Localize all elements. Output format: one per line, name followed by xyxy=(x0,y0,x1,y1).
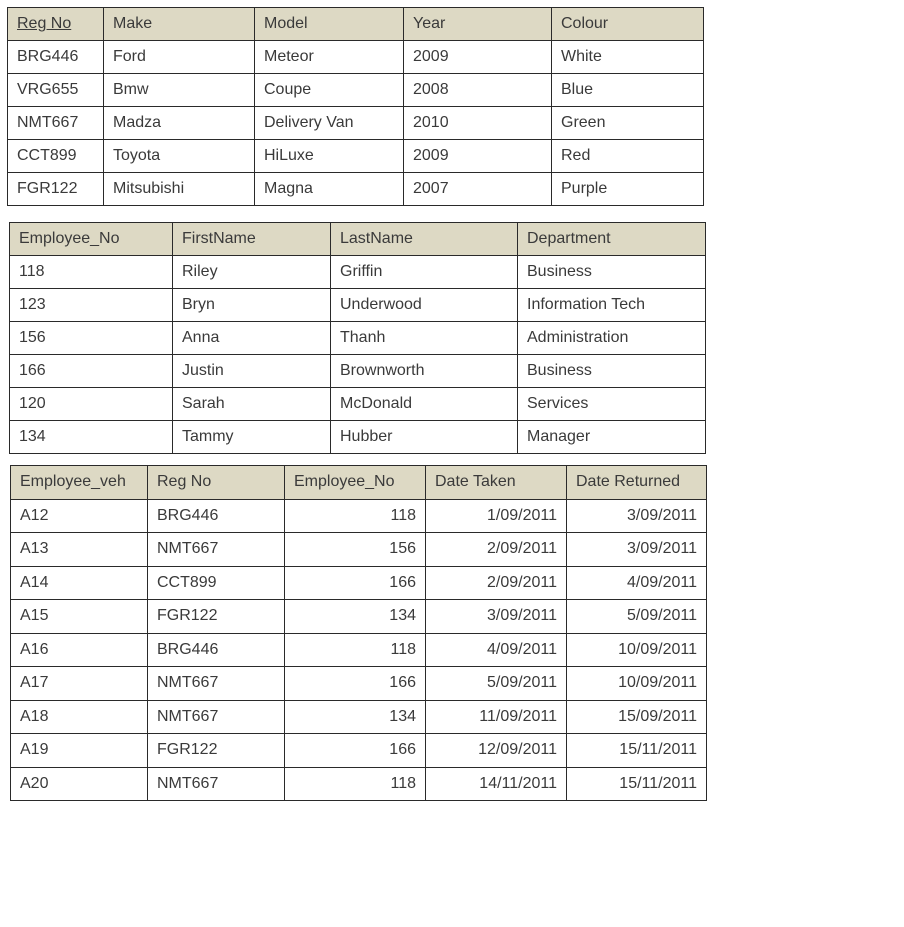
cell-department: Information Tech xyxy=(518,289,706,322)
cell-date-returned: 5/09/2011 xyxy=(567,600,707,634)
cell-employee-veh: A17 xyxy=(11,667,148,701)
cell-department: Business xyxy=(518,355,706,388)
cell-department: Services xyxy=(518,388,706,421)
cell-date-returned: 15/09/2011 xyxy=(567,700,707,734)
cell-first-name: Anna xyxy=(173,322,331,355)
cell-year: 2009 xyxy=(404,140,552,173)
cell-employee-veh: A12 xyxy=(11,499,148,533)
table-row xyxy=(8,173,704,206)
cell-date-returned: 3/09/2011 xyxy=(567,533,707,567)
cell-colour: Red xyxy=(552,140,704,173)
cell-year: 2009 xyxy=(404,41,552,74)
cell-date-returned: 4/09/2011 xyxy=(567,566,707,600)
cell-reg-no: NMT667 xyxy=(148,533,285,567)
cell-employee-veh: A16 xyxy=(11,633,148,667)
cell-employee-no: 166 xyxy=(285,667,426,701)
cell-date-taken: 1/09/2011 xyxy=(426,499,567,533)
cell-employee-no: 166 xyxy=(285,734,426,768)
cell-reg-no: VRG655 xyxy=(8,74,104,107)
cell-make: Madza xyxy=(104,107,255,140)
cell-reg-no: BRG446 xyxy=(148,633,285,667)
cell-first-name: Justin xyxy=(173,355,331,388)
table-row xyxy=(10,355,706,388)
cell-reg-no: FGR122 xyxy=(148,734,285,768)
column-header-employee-veh: Employee_veh xyxy=(11,466,148,500)
cell-date-taken: 5/09/2011 xyxy=(426,667,567,701)
cell-employee-no: 118 xyxy=(10,256,173,289)
cell-colour: Blue xyxy=(552,74,704,107)
cell-reg-no: BRG446 xyxy=(8,41,104,74)
cell-first-name: Bryn xyxy=(173,289,331,322)
cell-make: Bmw xyxy=(104,74,255,107)
cell-employee-veh: A19 xyxy=(11,734,148,768)
cell-employee-no: 156 xyxy=(285,533,426,567)
employees-table xyxy=(9,222,706,454)
vehicles-table xyxy=(7,7,704,206)
cell-employee-no: 118 xyxy=(285,499,426,533)
cell-make: Toyota xyxy=(104,140,255,173)
cell-date-taken: 4/09/2011 xyxy=(426,633,567,667)
table-row xyxy=(8,107,704,140)
column-header-date-taken: Date Taken xyxy=(426,466,567,500)
cell-employee-no: 120 xyxy=(10,388,173,421)
cell-employee-veh: A15 xyxy=(11,600,148,634)
cell-date-taken: 2/09/2011 xyxy=(426,566,567,600)
cell-year: 2010 xyxy=(404,107,552,140)
cell-first-name: Riley xyxy=(173,256,331,289)
column-header-model: Model xyxy=(255,8,404,41)
table-row xyxy=(11,667,707,701)
cell-reg-no: NMT667 xyxy=(8,107,104,140)
column-header-last-name: LastName xyxy=(331,223,518,256)
cell-year: 2007 xyxy=(404,173,552,206)
cell-employee-veh: A14 xyxy=(11,566,148,600)
column-header-date-returned: Date Returned xyxy=(567,466,707,500)
table-row xyxy=(11,734,707,768)
cell-employee-veh: A18 xyxy=(11,700,148,734)
column-header-employee-no: Employee_No xyxy=(285,466,426,500)
cell-employee-no: 134 xyxy=(10,421,173,454)
cell-reg-no: CCT899 xyxy=(148,566,285,600)
table-header-row xyxy=(11,466,707,500)
cell-employee-no: 134 xyxy=(285,700,426,734)
cell-last-name: Hubber xyxy=(331,421,518,454)
table-row xyxy=(8,41,704,74)
table-row xyxy=(11,499,707,533)
cell-colour: Green xyxy=(552,107,704,140)
cell-last-name: Brownworth xyxy=(331,355,518,388)
cell-employee-no: 134 xyxy=(285,600,426,634)
cell-date-taken: 2/09/2011 xyxy=(426,533,567,567)
cell-reg-no: FGR122 xyxy=(148,600,285,634)
cell-reg-no: NMT667 xyxy=(148,667,285,701)
cell-date-taken: 11/09/2011 xyxy=(426,700,567,734)
column-header-department: Department xyxy=(518,223,706,256)
cell-model: Coupe xyxy=(255,74,404,107)
cell-reg-no: NMT667 xyxy=(148,767,285,801)
cell-employee-veh: A13 xyxy=(11,533,148,567)
table-row xyxy=(10,256,706,289)
cell-employee-no: 123 xyxy=(10,289,173,322)
vehicle-loans-table xyxy=(10,465,707,801)
cell-first-name: Sarah xyxy=(173,388,331,421)
cell-last-name: Underwood xyxy=(331,289,518,322)
cell-model: Delivery Van xyxy=(255,107,404,140)
cell-colour: Purple xyxy=(552,173,704,206)
cell-date-returned: 10/09/2011 xyxy=(567,633,707,667)
cell-date-returned: 10/09/2011 xyxy=(567,667,707,701)
table-row xyxy=(11,600,707,634)
column-header-employee-no: Employee_No xyxy=(10,223,173,256)
cell-model: Meteor xyxy=(255,41,404,74)
column-header-colour: Colour xyxy=(552,8,704,41)
cell-date-taken: 12/09/2011 xyxy=(426,734,567,768)
cell-date-taken: 3/09/2011 xyxy=(426,600,567,634)
table-row xyxy=(10,421,706,454)
cell-department: Manager xyxy=(518,421,706,454)
column-header-reg-no: Reg No xyxy=(8,8,104,41)
cell-employee-no: 118 xyxy=(285,633,426,667)
cell-employee-no: 118 xyxy=(285,767,426,801)
cell-employee-no: 166 xyxy=(285,566,426,600)
table-row xyxy=(11,700,707,734)
table-row xyxy=(10,322,706,355)
cell-employee-no: 166 xyxy=(10,355,173,388)
cell-reg-no: FGR122 xyxy=(8,173,104,206)
table-row xyxy=(11,633,707,667)
table-header-row xyxy=(10,223,706,256)
table-row xyxy=(10,289,706,322)
cell-reg-no: CCT899 xyxy=(8,140,104,173)
cell-date-returned: 3/09/2011 xyxy=(567,499,707,533)
cell-colour: White xyxy=(552,41,704,74)
column-header-reg-no: Reg No xyxy=(148,466,285,500)
cell-last-name: Griffin xyxy=(331,256,518,289)
cell-last-name: McDonald xyxy=(331,388,518,421)
cell-department: Administration xyxy=(518,322,706,355)
cell-employee-veh: A20 xyxy=(11,767,148,801)
table-row xyxy=(8,74,704,107)
cell-reg-no: NMT667 xyxy=(148,700,285,734)
cell-make: Mitsubishi xyxy=(104,173,255,206)
cell-date-taken: 14/11/2011 xyxy=(426,767,567,801)
table-row xyxy=(8,140,704,173)
cell-make: Ford xyxy=(104,41,255,74)
table-row xyxy=(11,533,707,567)
cell-first-name: Tammy xyxy=(173,421,331,454)
cell-model: Magna xyxy=(255,173,404,206)
cell-department: Business xyxy=(518,256,706,289)
cell-date-returned: 15/11/2011 xyxy=(567,767,707,801)
cell-model: HiLuxe xyxy=(255,140,404,173)
table-row xyxy=(10,388,706,421)
cell-employee-no: 156 xyxy=(10,322,173,355)
column-header-year: Year xyxy=(404,8,552,41)
cell-reg-no: BRG446 xyxy=(148,499,285,533)
table-header-row xyxy=(8,8,704,41)
table-row xyxy=(11,566,707,600)
cell-last-name: Thanh xyxy=(331,322,518,355)
column-header-make: Make xyxy=(104,8,255,41)
cell-date-returned: 15/11/2011 xyxy=(567,734,707,768)
column-header-first-name: FirstName xyxy=(173,223,331,256)
table-row xyxy=(11,767,707,801)
cell-year: 2008 xyxy=(404,74,552,107)
